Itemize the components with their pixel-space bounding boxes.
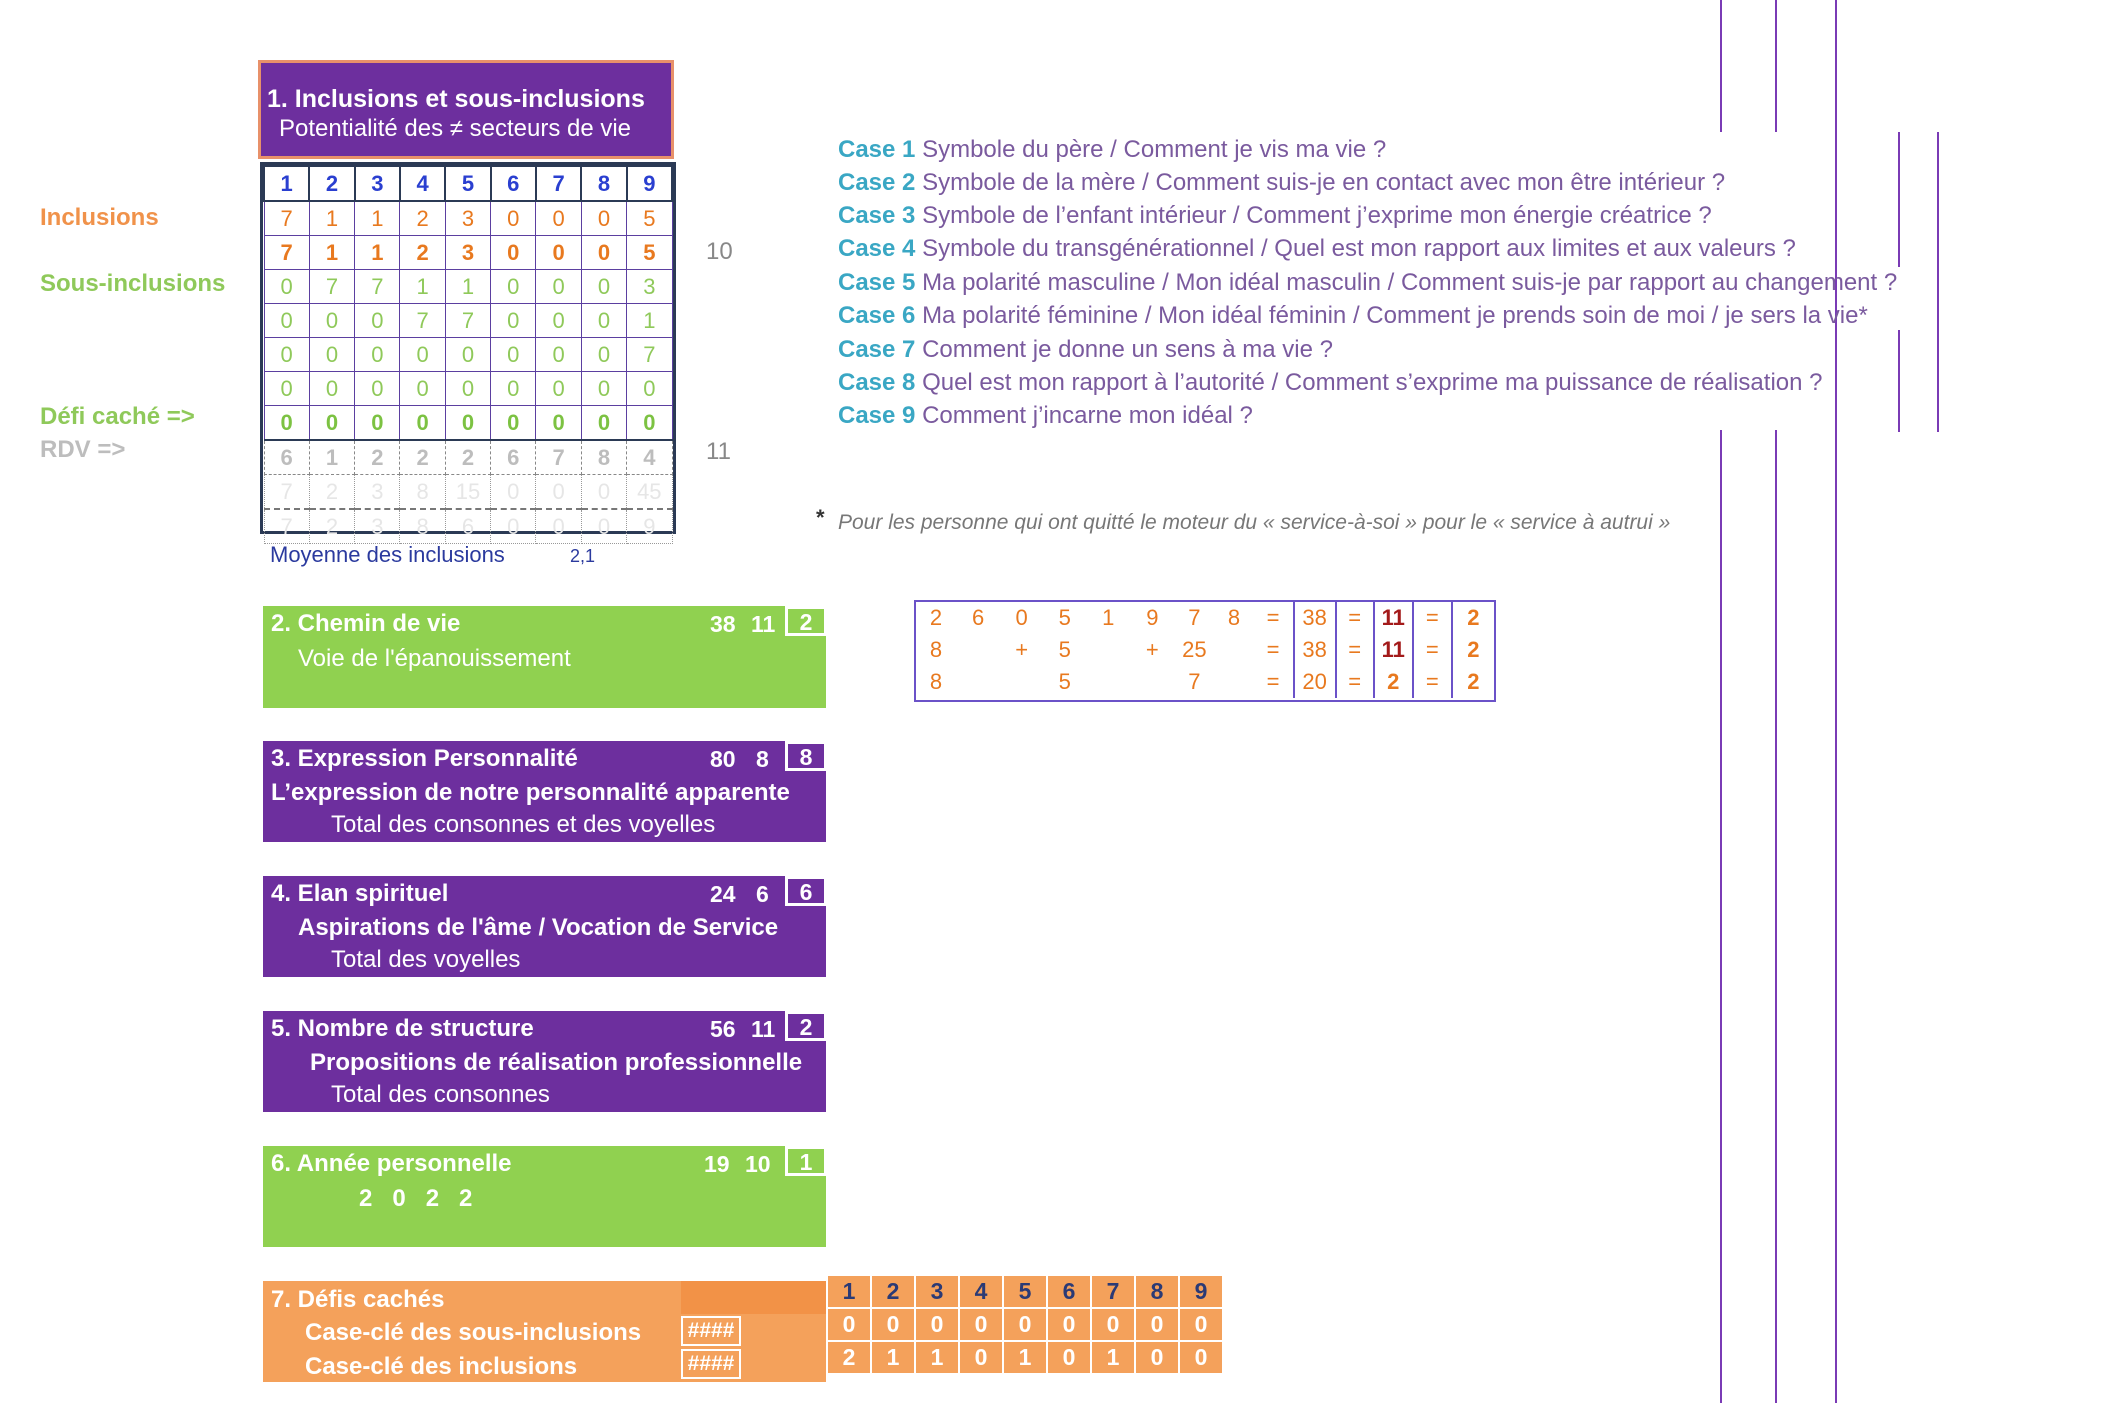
section3-n1: 80: [710, 746, 736, 772]
decor-line: [1775, 430, 1777, 1403]
section7-hash1: ####: [681, 1316, 741, 1346]
defis-cell: 0: [1135, 1341, 1179, 1374]
grid-cell: 0: [309, 372, 354, 406]
grid-cell: 7: [536, 166, 581, 201]
defis-cell: 8: [1135, 1275, 1179, 1308]
section3-line2: Total des consonnes et des voyelles: [331, 811, 716, 838]
grid-cell: 6: [491, 166, 536, 201]
grid-cell: 7: [355, 270, 400, 304]
calc-cell: =: [1336, 602, 1374, 634]
grid-cell: 0: [581, 475, 626, 510]
sous-inclusions-row: [264, 304, 672, 338]
defis-row: [827, 1308, 1223, 1341]
grid-cell: 9: [627, 166, 672, 201]
defis-table: [826, 1274, 1224, 1375]
grid-cell: 7: [627, 338, 672, 372]
grid-cell: 3: [355, 166, 400, 201]
calc-cell: 1: [1102, 605, 1115, 630]
calc-cell: [1000, 666, 1043, 698]
grid-cell: 0: [264, 372, 309, 406]
case-text: Symbole du transgénérationnel / Quel est mon rapport aux limites et aux valeurs ?: [922, 235, 1796, 262]
calc-cell: 38: [1294, 634, 1336, 666]
grid-cell: 0: [581, 236, 626, 270]
grid-cell: 7: [536, 440, 581, 475]
grid-cell: 4: [627, 440, 672, 475]
calc-cell: 2: [1452, 666, 1494, 698]
calc-cell: [956, 666, 1000, 698]
grid-cell: 5: [445, 166, 490, 201]
chemin-calc-table: [916, 602, 1494, 698]
calc-cell: 20: [1294, 666, 1336, 698]
grid-cell: 6: [264, 440, 309, 475]
calc-cell: =: [1413, 666, 1452, 698]
grid-cell: 0: [581, 406, 626, 441]
moyenne-value: 2,1: [570, 546, 596, 566]
defi-cache-label: Défi caché =>: [40, 403, 195, 430]
cases-list: [838, 136, 1897, 435]
defis-cell: 5: [1003, 1275, 1047, 1308]
light-row: [264, 509, 672, 544]
calc-cell: 9: [1146, 605, 1159, 630]
defis-cell: 0: [1179, 1308, 1223, 1341]
section4-box: 6: [785, 876, 827, 906]
inclusions-table: [263, 165, 673, 544]
defis-cell: 0: [1179, 1341, 1223, 1374]
case-key: Case 8: [838, 369, 916, 396]
inclusions-row: [264, 236, 672, 270]
grid-cell: 15: [445, 475, 490, 510]
calc-cell: 25: [1182, 637, 1207, 662]
calc-cell: 0: [1015, 605, 1028, 630]
grid-cell: 3: [445, 201, 490, 236]
defis-cell: 0: [1047, 1341, 1091, 1374]
grid-cell: 0: [627, 406, 672, 441]
section1-header: [258, 60, 674, 159]
grid-cell: 0: [491, 236, 536, 270]
grid-header-row: [264, 166, 672, 201]
grid-cell: 0: [491, 475, 536, 510]
grid-cell: 0: [355, 372, 400, 406]
section5-nombre-de-structure: [263, 1011, 826, 1112]
calc-row: [916, 602, 1494, 634]
section5-box: 2: [785, 1011, 827, 1041]
grid-cell: 2: [400, 440, 445, 475]
section6-annee-personnelle: [263, 1146, 826, 1247]
grid-cell: 0: [355, 338, 400, 372]
calc-cell: =: [1266, 605, 1280, 630]
footnote-text: Pour les personne qui ont quitté le moteur du « service-à-soi » pour le « service à autrui »: [838, 511, 1671, 534]
grid-cell: 1: [264, 166, 309, 201]
section1-subtitle: Potentialité des ≠ secteurs de vie: [279, 115, 632, 142]
calc-row: [916, 634, 1494, 666]
case-item: [838, 369, 1897, 402]
section3-box: 8: [785, 741, 827, 771]
calc-cell: 2: [929, 605, 943, 630]
grid-cell: 2: [309, 475, 354, 510]
grid-cell: 0: [491, 201, 536, 236]
grid-cell: 1: [309, 236, 354, 270]
defis-cell: 0: [915, 1308, 959, 1341]
calc-cell: [1086, 666, 1130, 698]
calc-cell: [1130, 666, 1174, 698]
grid-cell: 7: [264, 201, 309, 236]
calc-cell: 8: [929, 669, 943, 694]
grid-cell: 0: [491, 372, 536, 406]
calc-cell: =: [1413, 602, 1452, 634]
grid-cell: 0: [491, 338, 536, 372]
defis-cell: 0: [1047, 1308, 1091, 1341]
grid-cell: 45: [627, 475, 672, 510]
defis-cell: 1: [1091, 1341, 1135, 1374]
grid-cell: 0: [400, 338, 445, 372]
defis-cell: 4: [959, 1275, 1003, 1308]
calc-cell: 7: [1188, 605, 1201, 630]
calc-cell: 2: [1452, 602, 1494, 634]
case-key: Case 4: [838, 235, 916, 262]
footnote-star: *: [816, 505, 825, 530]
grid-cell: 7: [400, 304, 445, 338]
case-key: Case 3: [838, 202, 916, 229]
defis-cell: 0: [1003, 1308, 1047, 1341]
case-text: Quel est mon rapport à l’autorité / Comment s’exprime ma puissance de réalisation ?: [922, 369, 1823, 396]
case-item: [838, 402, 1897, 435]
grid-cell: 0: [581, 201, 626, 236]
grid-cell: 3: [627, 270, 672, 304]
case-item: [838, 235, 1897, 269]
decor-line: [1898, 330, 1900, 432]
grid-cell: 7: [264, 475, 309, 510]
grid-cell: 7: [445, 304, 490, 338]
defis-cell: 1: [1003, 1341, 1047, 1374]
grid-cell: 0: [400, 406, 445, 441]
sous-inclusions-row: [264, 338, 672, 372]
case-item: [838, 202, 1897, 235]
calc-cell: 7: [1188, 669, 1201, 694]
grid-cell: 0: [355, 304, 400, 338]
grid-cell: 0: [491, 509, 536, 544]
section4-n2: 6: [756, 881, 769, 907]
section2-box: 2: [785, 606, 827, 636]
grid-cell: 1: [400, 270, 445, 304]
case-text: Symbole du père / Comment je vis ma vie ?: [922, 136, 1387, 163]
grid-cell: 0: [309, 304, 354, 338]
case-key: Case 5: [838, 269, 916, 296]
section3-title: 3. Expression Personnalité: [271, 745, 578, 772]
calc-cell: 11: [1374, 602, 1413, 634]
calc-cell: 5: [1058, 637, 1071, 662]
calc-cell: 8: [1227, 605, 1241, 630]
calc-cell: 5: [1058, 669, 1071, 694]
section3-expression: [263, 741, 826, 842]
calc-cell: 2: [1452, 634, 1494, 666]
grid-cell: 2: [400, 236, 445, 270]
case-item: [838, 302, 1897, 336]
section7-header-fill: [681, 1281, 826, 1314]
rdv-row: [264, 440, 672, 475]
defis-cell: 2: [827, 1341, 871, 1374]
section1-title: 1. Inclusions et sous-inclusions: [267, 85, 645, 113]
grid-cell: 5: [627, 236, 672, 270]
section7-hash2: ####: [681, 1349, 741, 1379]
section2-line1: Voie de l'épanouissement: [298, 645, 571, 672]
grid-cell: 0: [264, 338, 309, 372]
case-key: Case 6: [838, 302, 916, 329]
case-item: [838, 336, 1897, 369]
section6-n2: 10: [745, 1151, 771, 1177]
section3-n2: 8: [756, 746, 769, 772]
section5-n2: 11: [751, 1016, 776, 1042]
calc-cell: [1214, 634, 1253, 666]
grid-cell: 0: [536, 406, 581, 441]
grid-cell: 0: [627, 372, 672, 406]
sous-inclusions-label: Sous-inclusions: [40, 270, 226, 297]
grid-cell: 1: [627, 304, 672, 338]
section5-title: 5. Nombre de structure: [271, 1015, 534, 1042]
moyenne-label: Moyenne des inclusions: [270, 542, 505, 567]
grid-cell: 5: [627, 201, 672, 236]
grid-cell: 1: [355, 201, 400, 236]
case-key: Case 9: [838, 402, 916, 429]
case-item: [838, 169, 1897, 202]
grid-cell: 7: [264, 509, 309, 544]
defis-cell: 6: [1047, 1275, 1091, 1308]
grid-cell: 8: [400, 475, 445, 510]
grid-cell: 0: [581, 270, 626, 304]
grid-cell: 0: [445, 372, 490, 406]
grid-cell: 0: [581, 509, 626, 544]
grid-cell: 2: [445, 440, 490, 475]
grid-cell: 0: [309, 406, 354, 441]
chemin-calc-box: [914, 600, 1496, 702]
grid-cell: 1: [445, 270, 490, 304]
grid-cell: 0: [400, 372, 445, 406]
defis-cell: 0: [1135, 1308, 1179, 1341]
section4-n1: 24: [710, 881, 736, 907]
grid-cell: 8: [581, 440, 626, 475]
grid-cell: 3: [355, 509, 400, 544]
grid-cell: 0: [536, 338, 581, 372]
grid-cell: 4: [400, 166, 445, 201]
grid-cell: 2: [355, 440, 400, 475]
grid-cell: 0: [536, 304, 581, 338]
section2-title: 2. Chemin de vie: [271, 610, 461, 637]
sous-inclusions-row: [264, 372, 672, 406]
section3-line1: L’expression de notre personnalité apparente: [271, 779, 790, 806]
section5-n1: 56: [710, 1016, 736, 1042]
defis-cell: 1: [915, 1341, 959, 1374]
defis-cell: 1: [871, 1341, 915, 1374]
inclusions-grid: [260, 162, 676, 539]
case-key: Case 7: [838, 336, 916, 363]
section4-elan-spirituel: [263, 876, 826, 977]
grid-cell: 2: [400, 201, 445, 236]
section6-box: 1: [785, 1146, 827, 1176]
grid-cell: 0: [355, 406, 400, 441]
grid-cell: 9: [627, 509, 672, 544]
decor-line: [1720, 430, 1722, 1403]
calc-row: [916, 666, 1494, 698]
calc-cell: =: [1266, 637, 1280, 662]
case-text: Symbole de la mère / Comment suis-je en contact avec mon être intérieur ?: [922, 169, 1726, 196]
section6-title: 6. Année personnelle: [271, 1150, 512, 1177]
defis-header-row: [827, 1275, 1223, 1308]
inclusions-total: 10: [706, 238, 733, 265]
calc-cell: =: [1336, 666, 1374, 698]
section5-line1: Propositions de réalisation professionnelle: [310, 1049, 803, 1076]
grid-cell: 6: [445, 509, 490, 544]
inclusions-label: Inclusions: [40, 204, 159, 231]
decor-line: [1898, 132, 1900, 267]
section2-n1: 38: [710, 611, 736, 637]
sous-inclusions-row: [264, 270, 672, 304]
rdv-label: RDV =>: [40, 436, 126, 463]
grid-cell: 0: [536, 475, 581, 510]
grid-cell: 0: [536, 372, 581, 406]
defis-cell: 0: [959, 1341, 1003, 1374]
defis-cell: 9: [1179, 1275, 1223, 1308]
decor-line: [1720, 0, 1722, 132]
section6-year: 2 0 2 2: [359, 1185, 473, 1212]
grid-cell: 0: [264, 270, 309, 304]
calc-cell: +: [1145, 637, 1159, 662]
section7-title: 7. Défis cachés: [271, 1286, 445, 1313]
case-item: [838, 269, 1897, 302]
section2-n2: 11: [751, 611, 776, 637]
defis-cell: 7: [1091, 1275, 1135, 1308]
case-text: Comment je donne un sens à ma vie ?: [922, 336, 1333, 363]
rdv-total: 11: [706, 438, 731, 465]
case-key: Case 1: [838, 136, 916, 163]
calc-cell: 8: [929, 637, 943, 662]
grid-cell: 0: [536, 201, 581, 236]
section6-n1: 19: [704, 1151, 730, 1177]
grid-cell: 0: [445, 406, 490, 441]
grid-cell: 0: [581, 304, 626, 338]
grid-cell: 7: [264, 236, 309, 270]
grid-cell: 6: [491, 440, 536, 475]
grid-cell: 0: [581, 372, 626, 406]
grid-cell: 0: [491, 406, 536, 441]
grid-cell: 0: [491, 304, 536, 338]
case-text: Ma polarité masculine / Mon idéal masculin / Comment suis-je par rapport au changement ?: [922, 269, 1898, 296]
grid-cell: 3: [355, 475, 400, 510]
grid-cell: 0: [491, 270, 536, 304]
grid-cell: 0: [445, 338, 490, 372]
defi-cache-row: [264, 406, 672, 441]
case-text: Symbole de l’enfant intérieur / Comment j’exprime mon énergie créatrice ?: [922, 202, 1712, 229]
calc-cell: +: [1015, 637, 1029, 662]
defis-cell: 3: [915, 1275, 959, 1308]
section4-line1: Aspirations de l'âme / Vocation de Service: [298, 914, 779, 941]
case-key: Case 2: [838, 169, 916, 196]
calc-cell: 6: [971, 605, 985, 630]
defis-cell: 1: [827, 1275, 871, 1308]
grid-cell: 1: [309, 201, 354, 236]
grid-cell: 0: [264, 304, 309, 338]
defis-cell: 0: [1091, 1308, 1135, 1341]
light-row: [264, 475, 672, 510]
calc-cell: =: [1336, 634, 1374, 666]
calc-cell: [1086, 634, 1130, 666]
defis-row: [827, 1341, 1223, 1374]
calc-cell: 11: [1374, 634, 1413, 666]
grid-cell: 0: [309, 338, 354, 372]
grid-cell: 0: [536, 236, 581, 270]
section4-title: 4. Elan spirituel: [271, 880, 449, 907]
grid-cell: 7: [309, 270, 354, 304]
calc-cell: 2: [1374, 666, 1413, 698]
grid-cell: 1: [355, 236, 400, 270]
grid-cell: 0: [536, 509, 581, 544]
calc-cell: 5: [1058, 605, 1071, 630]
calc-cell: [1214, 666, 1253, 698]
grid-cell: 1: [309, 440, 354, 475]
grid-cell: 0: [581, 338, 626, 372]
section7-defis-caches: [263, 1281, 826, 1382]
grid-cell: 3: [445, 236, 490, 270]
section5-line2: Total des consonnes: [331, 1081, 550, 1108]
section7-line2: Case-clé des inclusions: [305, 1353, 578, 1380]
calc-cell: [956, 634, 1000, 666]
decor-line: [1937, 132, 1939, 432]
grid-cell: 2: [309, 509, 354, 544]
calc-cell: 38: [1294, 602, 1336, 634]
defis-cell: 2: [871, 1275, 915, 1308]
case-item: [838, 136, 1897, 169]
calc-cell: =: [1413, 634, 1452, 666]
inclusions-row: [264, 201, 672, 236]
case-text: Ma polarité féminine / Mon idéal féminin / Comment je prends soin de moi / je sers la vie*: [922, 302, 1868, 329]
grid-cell: 0: [536, 270, 581, 304]
defis-cell: 0: [871, 1308, 915, 1341]
section7-line1: Case-clé des sous-inclusions: [305, 1319, 642, 1346]
grid-cell: 8: [400, 509, 445, 544]
grid-cell: 2: [309, 166, 354, 201]
defis-cell: 0: [827, 1308, 871, 1341]
defis-cell: 0: [959, 1308, 1003, 1341]
grid-cell: 0: [264, 406, 309, 441]
calc-cell: =: [1266, 669, 1280, 694]
section4-line2: Total des voyelles: [331, 946, 521, 973]
grid-cell: 8: [581, 166, 626, 201]
decor-line: [1775, 0, 1777, 132]
case-text: Comment j’incarne mon idéal ?: [922, 402, 1253, 429]
section2-chemin-de-vie: [263, 606, 826, 708]
